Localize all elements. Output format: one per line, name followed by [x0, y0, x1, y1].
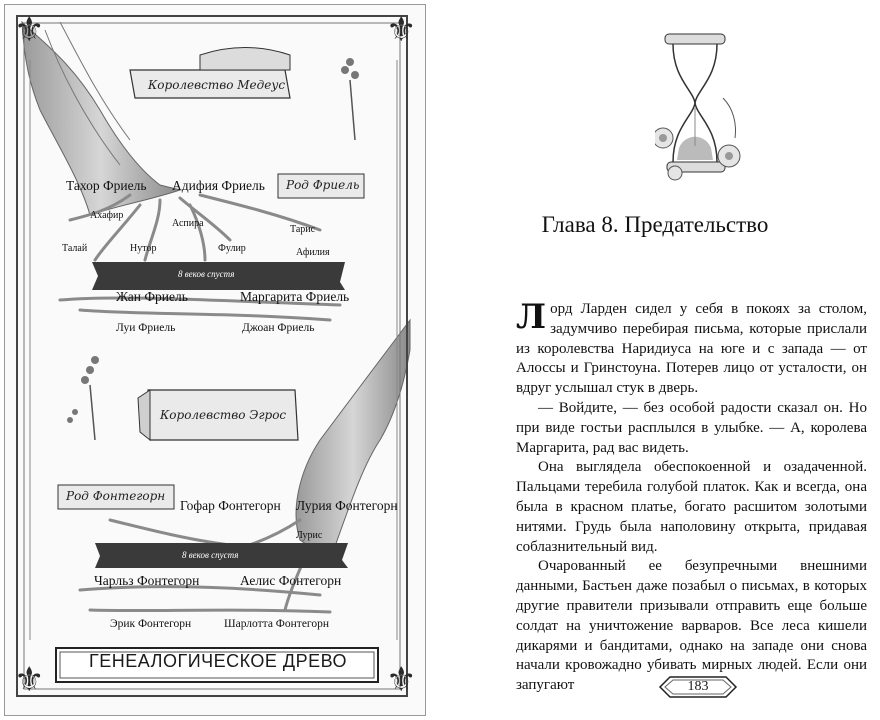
house-fontegorn-label: Род Фонтегорн — [66, 489, 166, 503]
hourglass-icon — [655, 28, 745, 188]
generation-gap-label: 8 веков спустя — [182, 550, 239, 560]
fleur-de-lis-icon: ⚜ — [386, 12, 417, 49]
person-name: Маргарита Фриель — [240, 289, 350, 304]
person-name: Адифия Фриель — [172, 178, 265, 193]
person-name: Джоан Фриель — [242, 322, 315, 334]
tree-trunk-bottom — [296, 320, 410, 560]
branch-name: Фулир — [218, 243, 246, 254]
page-number-badge — [658, 674, 738, 700]
fleur-de-lis-icon: ⚜ — [14, 12, 45, 49]
genealogy-title: ГЕНЕАЛОГИЧЕСКОЕ ДРЕВО — [88, 651, 348, 671]
person-name: Луи Фриель — [116, 322, 176, 334]
kingdom-egros-label: Королевство Эгрос — [160, 408, 287, 422]
kingdom-medeus-label: Королевство Медеус — [148, 78, 286, 92]
person-name: Тахор Фриель — [66, 178, 147, 193]
person-name: Эрик Фонтегорн — [110, 618, 192, 630]
chapter-title: Глава 8. Предательство — [541, 212, 769, 237]
house-friel-label: Род Фриель — [286, 178, 360, 192]
branch-name: Ахафир — [90, 210, 124, 221]
branch-name: Талай — [62, 243, 88, 254]
person-name: Чарльз Фонтегорн — [94, 573, 200, 588]
branch-name: Тарис — [290, 224, 316, 235]
paragraph: Очарованный ее безупречными внешними данными, Бастьен даже позабыл о письмах, в которых другие правители призывали отправить еще больше солдат на уничтожение варваров. Все леса кишели дикарями и бандитами, однако на западе они снова начали кровожадно убивать мирных людей. Если они запугают — [516, 558, 867, 694]
chapter-body — [516, 297, 867, 696]
paragraph: Лорд Ларден сидел у себя в покоях за столом, задумчиво перебирая письма, которые прислали из королевства Наридиуса на юге и с запада — от Алоссы и Гринстоуна. Потерев лицо от усталости, он вдруг услышал стук в дверь. — [516, 297, 867, 397]
person-name: Гофар Фонтегорн — [180, 498, 281, 513]
tree-illustration — [0, 0, 430, 720]
text-page — [430, 0, 880, 720]
fleur-de-lis-icon: ⚜ — [14, 662, 45, 699]
page-number: 183 — [687, 679, 709, 694]
branch-name: Аспира — [172, 218, 204, 229]
person-name: Аелис Фонтегорн — [240, 573, 342, 588]
branch-name: Нутор — [130, 243, 157, 254]
person-name: Лурия Фонтегорн — [296, 498, 398, 513]
branch-name: Лурис — [296, 530, 323, 541]
drop-cap: Л — [516, 297, 547, 337]
fleur-de-lis-icon: ⚜ — [386, 662, 417, 699]
person-name: Шарлотта Фонтегорн — [224, 618, 330, 630]
paragraph: — Войдите, — без особой радости сказал он. Но при виде гостьи расплылся в улыбке. — А, королева Маргарита, рад вас видеть. — [516, 399, 867, 456]
generation-gap-label: 8 веков спустя — [178, 269, 235, 279]
paragraph: Она выглядела обеспокоенной и озадаченной. Пальцами теребила голубой платок. Как и всегда, она была в красном платье, богато расшитом золотыми нитями. Грудь была наполовину открыта, придавая соблазнительный вид. — [516, 459, 867, 555]
genealogy-page — [0, 0, 430, 720]
branch-name: Афилия — [296, 247, 330, 258]
person-name: Жан Фриель — [116, 289, 188, 304]
